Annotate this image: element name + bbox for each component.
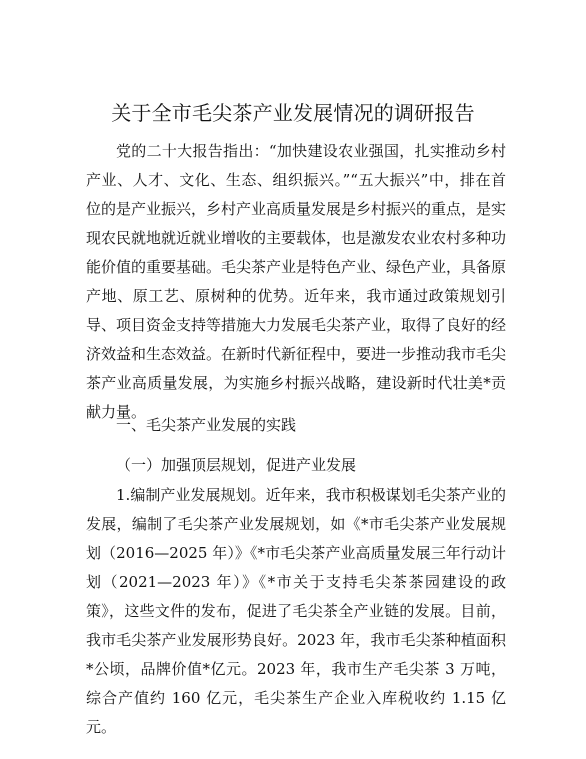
intro-paragraph-text: 党的二十大报告指出：“加快建设农业强国，扎实推动乡村产业、人才、文化、生态、组织振兴。”“五大振兴”中，排在首位的是产业振兴，乡村产业高质量发展是乡村振兴的重点，是实现农民就地就近就业增收的主要载体，也是激发农业农村多种功能价值的重要基础。毛尖茶产业是特色产业、绿色产业，具备原产地、原工艺、原树种的优势。近年来，我市通过政策规划引导、项目资金支持等措施大力发展毛尖茶产业，取得了良好的经济效益和生态效益。在新时代新征程中，要进一步推动我市毛尖茶产业高质量发展，为实施乡村振兴战略，建设新时代壮美*贡献力量。 [86, 142, 507, 421]
body-paragraph-text: 1.编制产业发展规划。近年来，我市积极谋划毛尖茶产业的发展，编制了毛尖茶产业发展规划，如《*市毛尖茶产业发展规划（2016—2025 年）》《*市毛尖茶产业高质量发展三年行动计划（2021—2023 年）》《*市关于支持毛尖茶茶园建设的政策》，这些文件的发布，促进了毛尖茶全产业链的发展。目前，我市毛尖茶产业发展形势良好。2023 年，我市毛尖茶种植面积*公顷，品牌价值*亿元。2023 年，我市生产毛尖茶 3 万吨，综合产值约 160 亿元，毛尖茶生产企业入库税收约 1.15 亿元。 [86, 486, 506, 736]
section-heading [86, 411, 506, 440]
subsection-heading [86, 451, 506, 480]
body-paragraph [86, 481, 506, 742]
intro-paragraph [86, 137, 506, 427]
section-heading-text: 一、毛尖茶产业发展的实践 [116, 416, 297, 434]
document-title: 关于全市毛尖茶产业发展情况的调研报告 [111, 101, 475, 125]
subsection-heading-text: （一）加强顶层规划，促进产业发展 [116, 456, 357, 474]
